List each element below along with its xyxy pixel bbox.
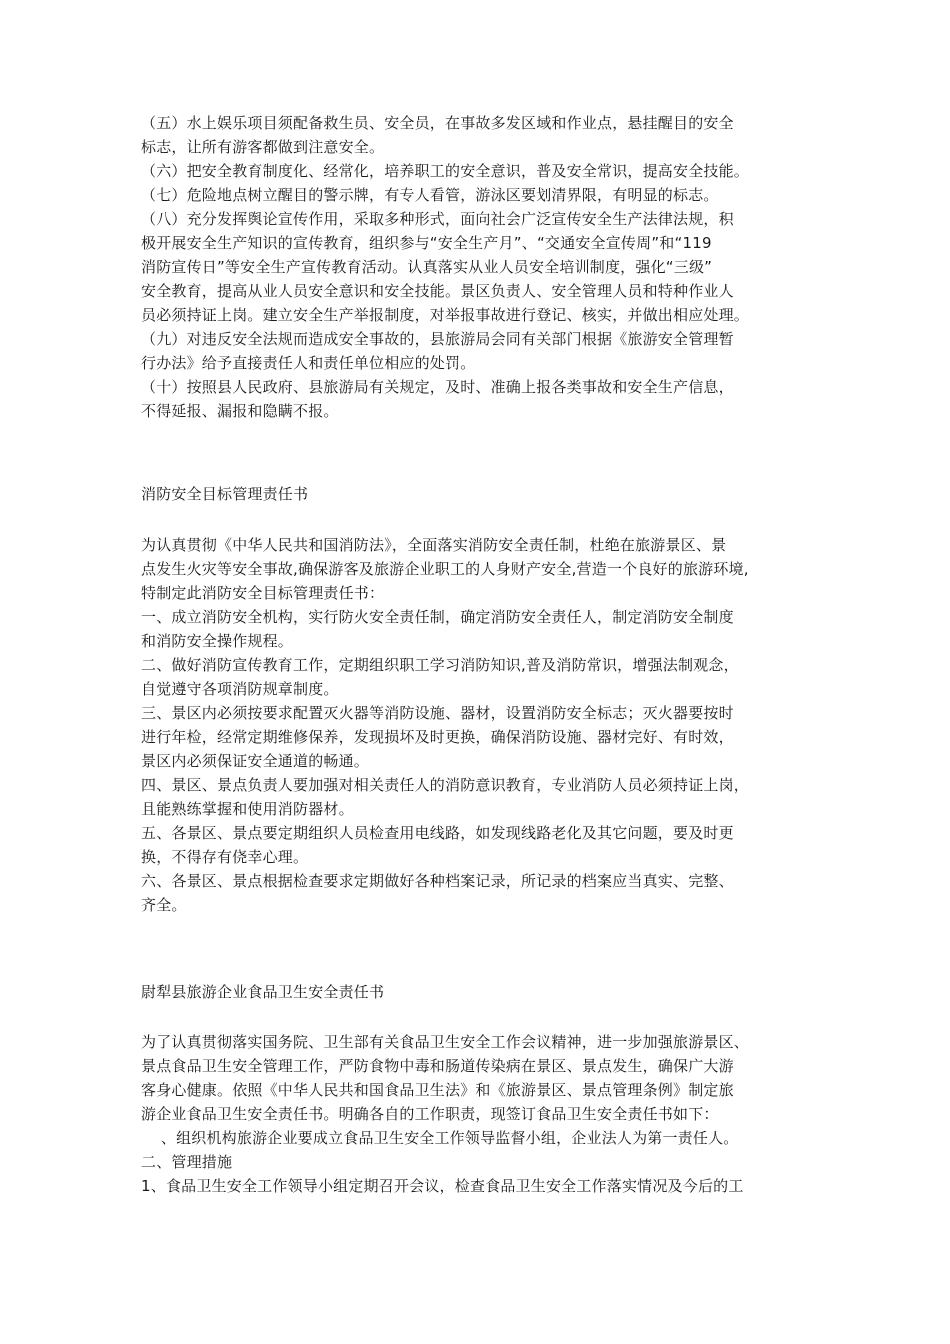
paragraph-line: 六、各景区、景点根据检查要求定期做好各种档案记录，所记录的档案应当真实、完整、 — [141, 872, 734, 890]
food-safety-title-block — [141, 980, 821, 1004]
paragraph-line: 换，不得存有侥幸心理。 — [141, 848, 309, 866]
paragraph-line: 1、食品卫生安全工作领导小组定期召开会议，检查食品卫生安全工作落实情况及今后的工 — [141, 1177, 744, 1195]
paragraph-line: 二、管理措施 — [141, 1153, 233, 1171]
paragraph-line: （九）对违反安全法规而造成安全事故的，县旅游局会同有关部门根据《旅游安全管理暂 — [141, 330, 734, 348]
paragraph-line: 为了认真贯彻落实国务院、卫生部有关食品卫生安全工作会议精神，进一步加强旅游景区、 — [141, 1033, 750, 1051]
food-safety-body — [141, 1030, 821, 1198]
paragraph-line: 不得延报、漏报和隐瞒不报。 — [141, 402, 339, 420]
paragraph-line: 进行年检，经常定期维修保养，发现损坏及时更换，确保消防设施、器材完好、有时效， — [141, 728, 734, 746]
paragraph-line: 游企业食品卫生安全责任书。明确各自的工作职责，现签订食品卫生安全责任书如下： — [141, 1105, 719, 1123]
paragraph-line: （五）水上娱乐项目须配备救生员、安全员，在事故多发区域和作业点，悬挂醒目的安全 — [141, 114, 734, 132]
paragraph-line: 行办法》给予直接责任人和责任单位相应的处罚。 — [141, 354, 476, 372]
paragraph-line: 景区内必须保证安全通道的畅通。 — [141, 752, 370, 770]
paragraph-line: 齐全。 — [141, 896, 187, 914]
paragraph-line: 一、成立消防安全机构，实行防火安全责任制，确定消防安全责任人，制定消防安全制度 — [141, 608, 734, 626]
paragraph-line: 自觉遵守各项消防规章制度。 — [141, 680, 339, 698]
paragraph-line: （八）充分发挥舆论宣传作用，采取多种形式，面向社会广泛宣传安全生产法律法规，积 — [141, 210, 734, 228]
paragraph-line: （七）危险地点树立醒目的警示牌，有专人看管，游泳区要划清界限，有明显的标志。 — [141, 186, 719, 204]
paragraph-line: 和消防安全操作规程。 — [141, 632, 294, 650]
paragraph-line: 五、各景区、景点要定期组织人员检查用电线路，如发现线路老化及其它问题，要及时更 — [141, 824, 734, 842]
paragraph-line: （六）把安全教育制度化、经常化，培养职工的安全意识，普及安全常识，提高安全技能。 — [141, 162, 750, 180]
fire-safety-body — [141, 533, 821, 917]
paragraph-line: 安全教育，提高从业人员安全意识和安全技能。景区负责人、安全管理人员和特种作业人 — [141, 282, 734, 300]
paragraph-line: 特制定此消防安全目标管理责任书： — [141, 584, 385, 602]
fire-safety-title-block — [141, 482, 821, 506]
paragraph-line: 二、做好消防宣传教育工作，定期组织职工学习消防知识,普及消防常识，增强法制观念， — [141, 656, 739, 674]
paragraph-line: 极开展安全生产知识的宣传教育，组织参与“安全生产月”、“交通安全宣传周”和“119 — [141, 234, 712, 252]
paragraph-line: 点发生火灾等安全事故,确保游客及旅游企业职工的人身财产安全,营造一个良好的旅游环境, — [141, 560, 749, 578]
paragraph-line: （十）按照县人民政府、县旅游局有关规定，及时、准确上报各类事故和安全生产信息， — [141, 378, 734, 396]
paragraph-line: 标志，让所有游客都做到注意安全。 — [141, 138, 385, 156]
section-title: 尉犁县旅游企业食品卫生安全责任书 — [141, 983, 385, 1001]
paragraph-line: 四、景区、景点负责人要加强对相关责任人的消防意识教育，专业消防人员必须持证上岗， — [141, 776, 750, 794]
paragraph-line: 客身心健康。依照《中华人民共和国食品卫生法》和《旅游景区、景点管理条例》制定旅 — [141, 1081, 734, 1099]
paragraph-line: 消防宣传日”等安全生产宣传教育活动。认真落实从业人员安全培训制度，强化“三级” — [141, 258, 713, 276]
paragraph-line: 三、景区内必须按要求配置灭火器等消防设施、器材，设置消防安全标志；灭火器要按时 — [141, 704, 734, 722]
paragraph-line: 景点食品卫生安全管理工作，严防食物中毒和肠道传染病在景区、景点发生，确保广大游 — [141, 1057, 734, 1075]
paragraph-line: 为认真贯彻《中华人民共和国消防法》，全面落实消防安全责任制，杜绝在旅游景区、景 — [141, 536, 727, 554]
paragraph-line: 且能熟练掌握和使用消防器材。 — [141, 800, 354, 818]
safety-measures-list — [141, 111, 821, 423]
paragraph-line: 、组织机构旅游企业要成立食品卫生安全工作领导监督小组，企业法人为第一责任人。 — [141, 1129, 739, 1147]
paragraph-line: 员必须持证上岗。建立安全生产举报制度，对举报事故进行登记、核实，并做出相应处理。 — [141, 306, 750, 324]
section-title: 消防安全目标管理责任书 — [141, 485, 309, 503]
